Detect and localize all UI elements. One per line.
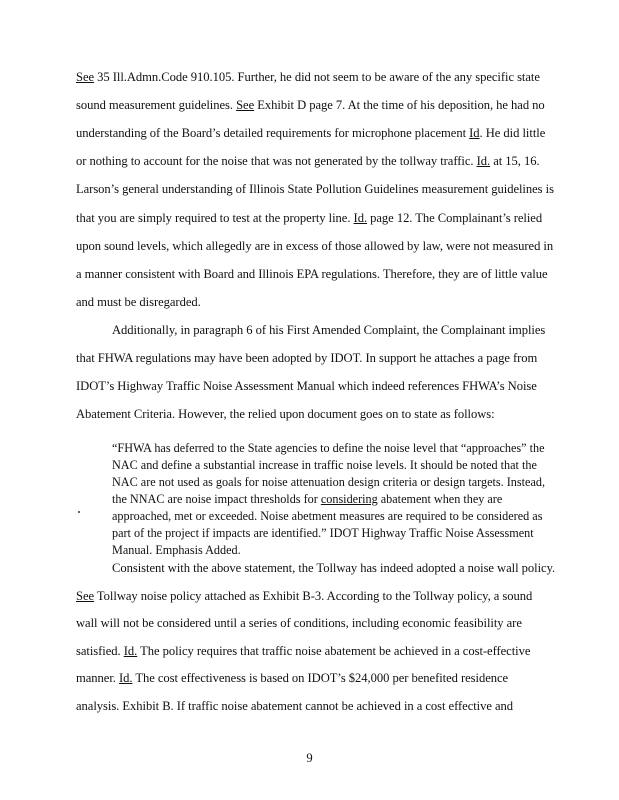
citation-underlined: Id.: [118, 671, 133, 686]
stray-mark: [78, 511, 80, 513]
text-run: The cost effectiveness is based on IDOT’s $24,000 per benefited residence: [132, 671, 509, 686]
text-run: analysis. Exhibit B. If traffic noise abatement cannot be achieved in a cost effective and: [76, 699, 514, 713]
text-run: IDOT’s Highway Traffic Noise Assessment Manual which indeed references FHWA’s Noise: [76, 379, 537, 394]
text-run: . He did little: [479, 126, 546, 141]
text-run: Exhibit D page 7. At the time of his deposition, he had no: [254, 98, 545, 113]
citation-underlined: See: [76, 588, 95, 603]
text-run: satisfied.: [76, 643, 124, 658]
text-run: that FHWA regulations may have been adopted by IDOT. In support he attaches a page from: [76, 351, 538, 366]
text-line: [76, 153, 546, 169]
text-run: and must be disregarded.: [76, 294, 201, 309]
text-line: [112, 525, 546, 542]
text-run: sound measurement guidelines.: [76, 98, 237, 113]
text-line: [76, 266, 546, 282]
text-line: [112, 474, 546, 491]
text-run: page 12. The Complainant’s relied: [367, 210, 543, 225]
citation-underlined: Id.: [123, 643, 138, 658]
text-line: [76, 181, 554, 197]
text-run: at 15, 16.: [490, 154, 540, 169]
text-line: [112, 440, 546, 457]
text-line: [76, 210, 546, 226]
text-run: 35 Ill.Admn.Code 910.105. Further, he did not seem to be aware of the any specific state: [94, 70, 540, 84]
text-run: that you are simply required to test at the property line.: [76, 210, 354, 225]
text-run: Abatement Criteria. However, the relied upon document goes on to state as follows:: [76, 407, 495, 422]
text-line: [76, 322, 546, 338]
text-run: part of the project if impacts are identified.” IDOT Highway Traffic Noise Assessment: [112, 526, 534, 540]
text-run: a manner consistent with Board and Illinois EPA regulations. Therefore, they are of little value: [76, 266, 548, 281]
text-line: [76, 560, 556, 576]
text-run: abatement when they are: [377, 492, 503, 506]
text-line: [76, 238, 554, 254]
text-line: [112, 508, 546, 525]
text-line: [76, 350, 546, 366]
text-line: [76, 294, 546, 310]
text-run: approached, met or exceeded. Noise abetment measures are required to be considered as: [112, 509, 543, 523]
text-run: or nothing to account for the noise that was not generated by the tollway traffic.: [76, 154, 477, 169]
citation-underlined: See: [236, 98, 255, 113]
citation-underlined: Id.: [476, 154, 491, 169]
text-line: [112, 491, 546, 508]
text-run: NAC are not used as goals for noise attenuation design criteria or design targets. Instead,: [112, 475, 545, 489]
text-run: the NNAC are noise impact thresholds for: [112, 492, 321, 506]
text-line: [76, 406, 546, 422]
text-line: [76, 97, 546, 113]
text-run: manner.: [76, 671, 119, 686]
text-run: “FHWA has deferred to the State agencies to define the noise level that “approaches” the: [112, 441, 545, 455]
citation-underlined: Id.: [353, 210, 368, 225]
page-number: 9: [306, 751, 313, 765]
text-line: [76, 378, 546, 394]
text-run: NAC and define a substantial increase in traffic noise levels. It should be noted that the: [112, 458, 537, 472]
text-line: [76, 615, 546, 631]
text-run: wall will not be considered until a series of conditions, including economic feasibility are: [76, 616, 522, 631]
text-run: Larson’s general understanding of Illinois State Pollution Guidelines measurement guidelines is: [76, 182, 554, 197]
text-line: [76, 125, 546, 141]
text-run: Additionally, in paragraph 6 of his First Amended Complaint, the Complainant implies: [112, 323, 546, 337]
citation-underlined: Id: [469, 126, 480, 141]
text-run: Consistent with the above statement, the Tollway has indeed adopted a noise wall policy.: [112, 561, 556, 575]
citation-underlined: considering: [320, 492, 378, 506]
text-line: [76, 588, 546, 604]
text-run: understanding of the Board’s detailed requirements for microphone placement: [76, 126, 470, 141]
citation-underlined: See: [76, 70, 95, 84]
text-line: [112, 457, 546, 474]
text-line: [76, 643, 546, 659]
text-run: upon sound levels, which allegedly are in excess of those allowed by law, were not measured in: [76, 238, 554, 253]
text-line: [76, 69, 546, 85]
text-run: The policy requires that traffic noise abatement be achieved in a cost-effective: [137, 643, 531, 658]
text-line: [76, 670, 546, 686]
text-line: [112, 542, 546, 559]
text-run: Tollway noise policy attached as Exhibit B-3. According to the Tollway policy, a sound: [94, 588, 533, 603]
text-run: Manual. Emphasis Added.: [112, 543, 241, 557]
text-line: [76, 698, 546, 714]
